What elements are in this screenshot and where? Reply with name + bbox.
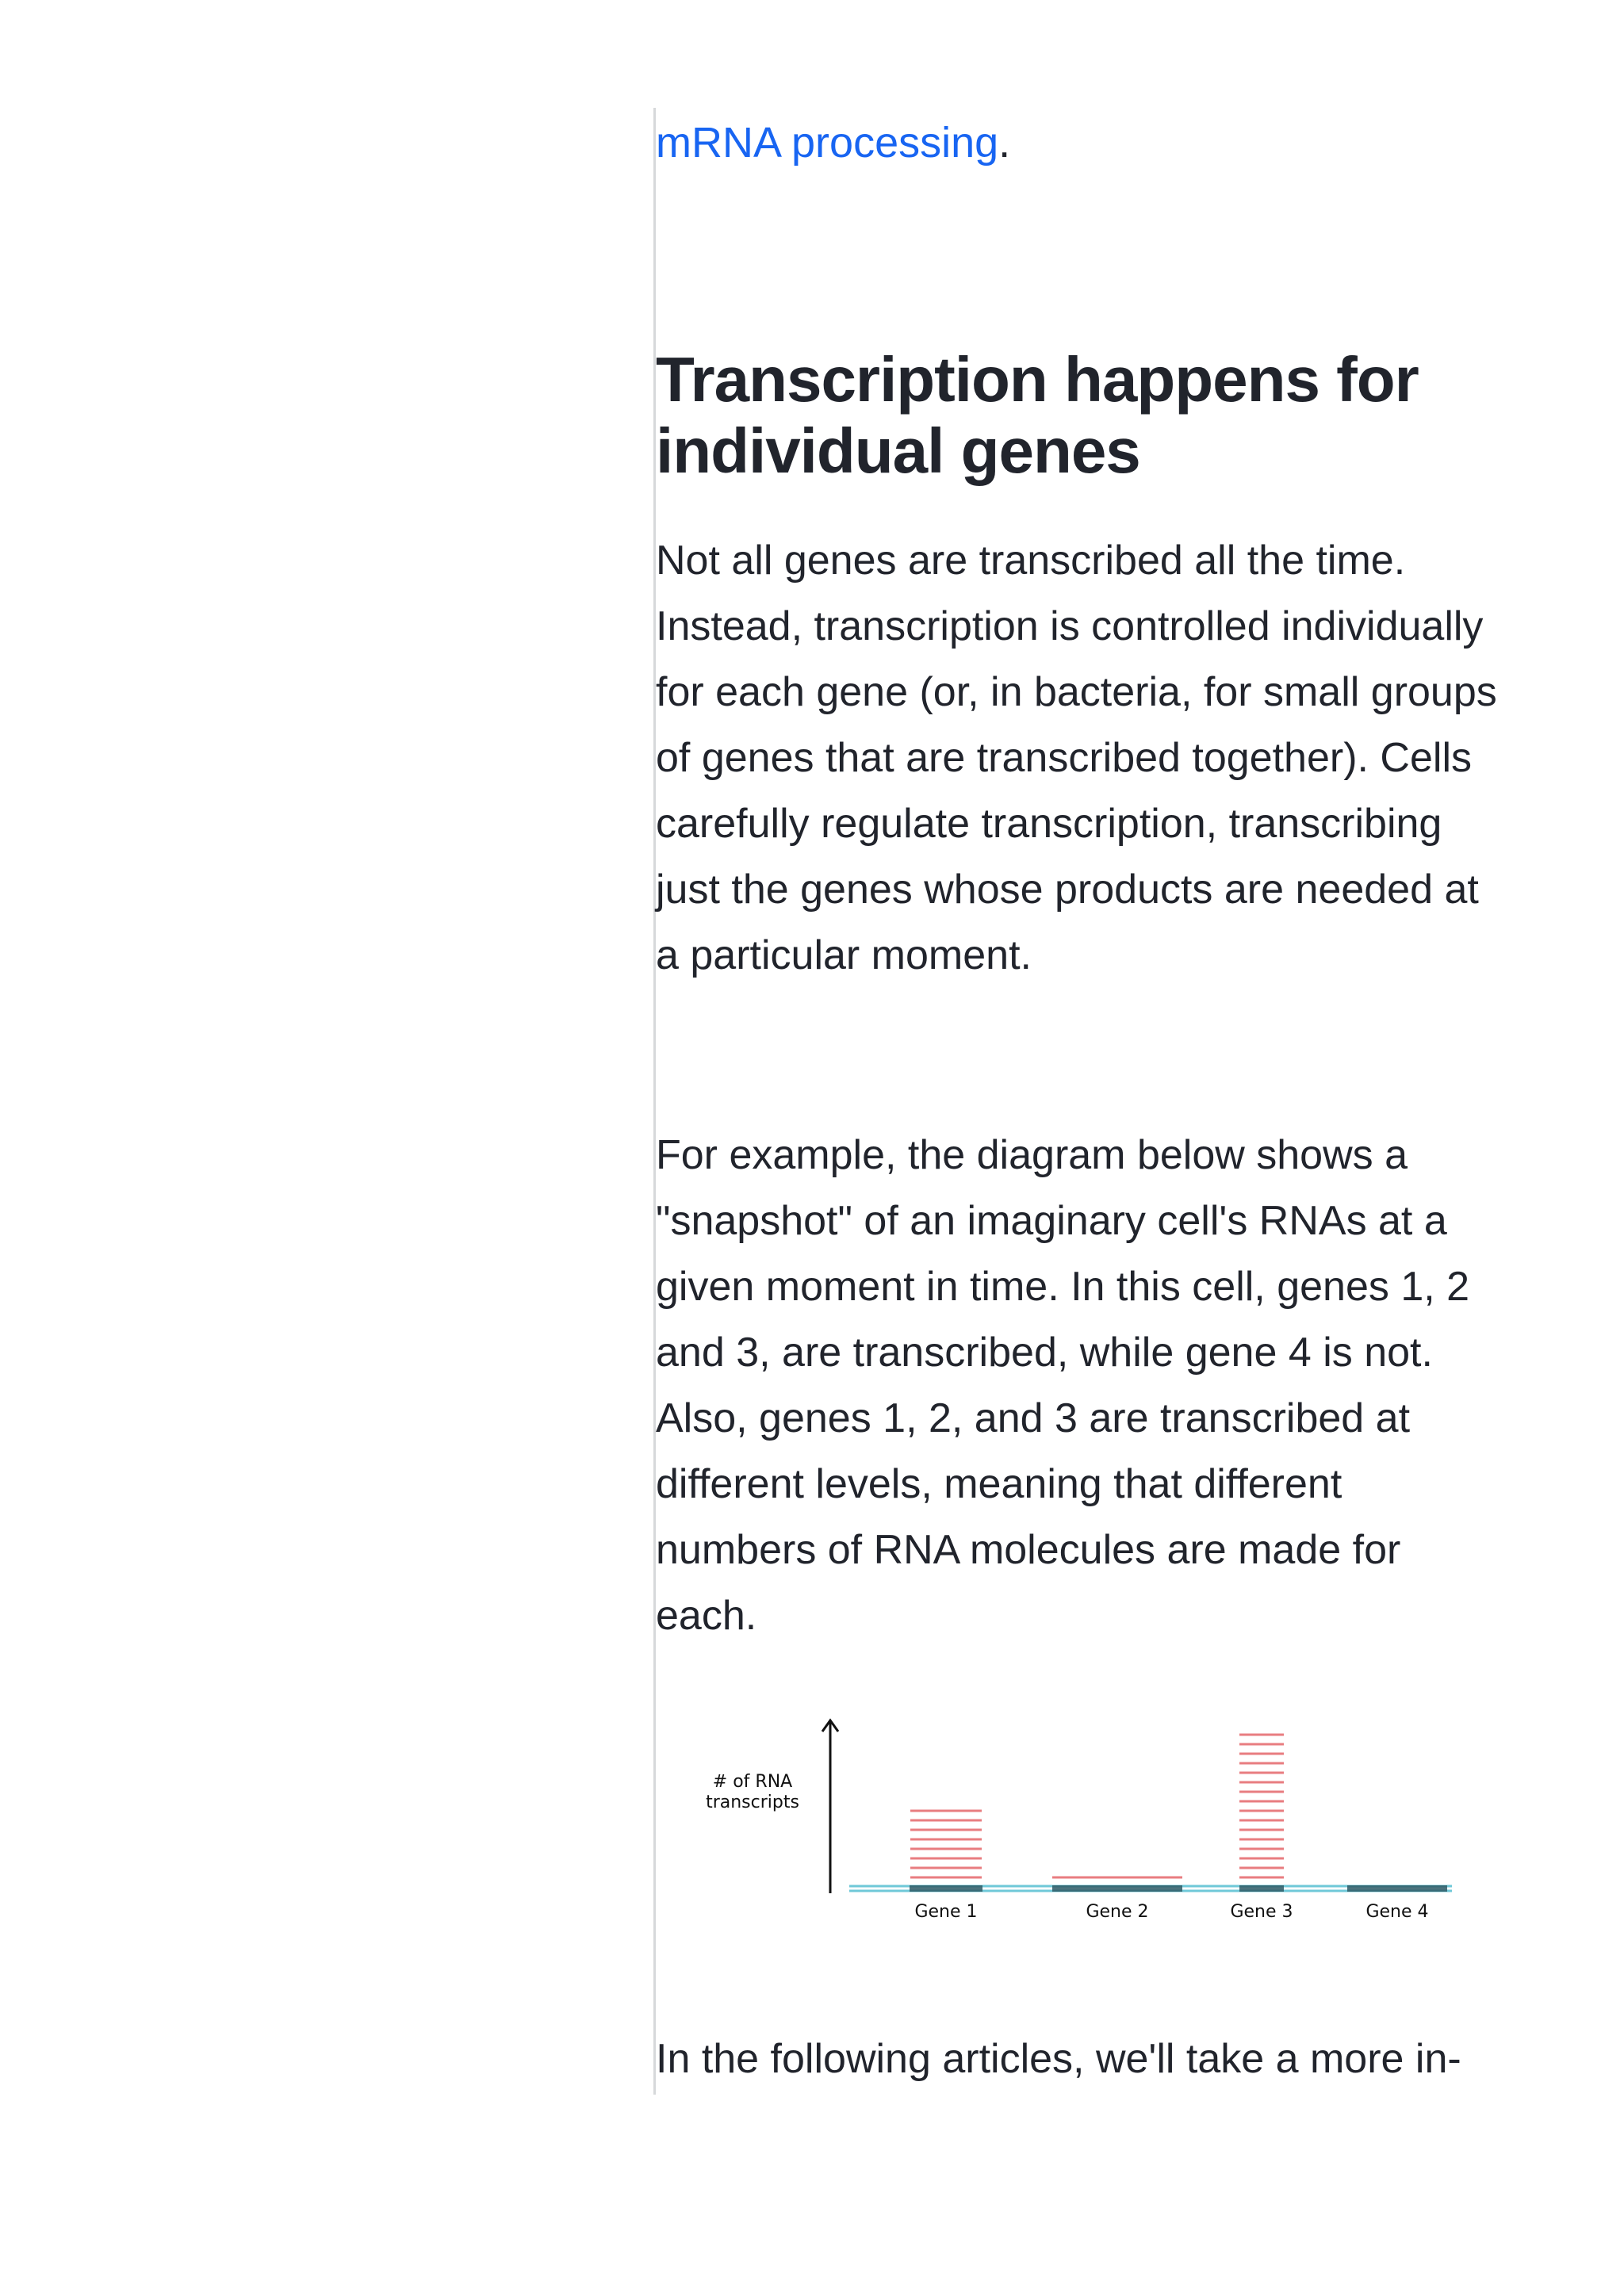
link-trailing-period: .	[998, 119, 1011, 166]
paragraph-genes-regulated: Not all genes are transcribed all the time. Instead, transcription is controlled individually for each gene (or, in bacteria, for small groups of genes that are transcribed together). Cells carefully regulate transcription, transcribing just the genes whose products are needed at a particular moment.	[656, 538, 1497, 978]
article-content-column	[653, 108, 1512, 2095]
gene-segment	[1052, 1885, 1182, 1892]
section-heading: Transcription happens for individual genes	[656, 344, 1419, 486]
rna-transcripts-svg	[689, 1709, 1482, 1947]
gene-label: Gene 2	[1086, 1902, 1149, 1922]
gene-label: Gene 4	[1365, 1902, 1429, 1922]
intro-line	[656, 108, 1010, 178]
mrna-processing-link[interactable]: mRNA processing	[656, 119, 999, 166]
gene-segment	[1239, 1885, 1284, 1892]
gene-label: Gene 1	[914, 1902, 978, 1922]
y-axis-label-line1: # of RNA	[712, 1772, 793, 1792]
paragraph-snapshot-example: For example, the diagram below shows a "snapshot" of an imaginary cell's RNAs at a given moment in time. In this cell, genes 1, 2 and 3, are transcribed, while gene 4 is not. Also, genes 1, 2, and 3 are transcribed at different levels, meaning that different numbers of RNA molecules are made for each.	[656, 1132, 1470, 1639]
rna-transcripts-diagram	[689, 1709, 1482, 1947]
gene-segment	[1347, 1885, 1447, 1892]
gene-segment	[910, 1885, 982, 1892]
paragraph-following-articles: In the following articles, we'll take a more in-	[656, 2036, 1461, 2082]
y-axis-label-line2: transcripts	[706, 1793, 799, 1812]
gene-label: Gene 3	[1230, 1902, 1293, 1922]
